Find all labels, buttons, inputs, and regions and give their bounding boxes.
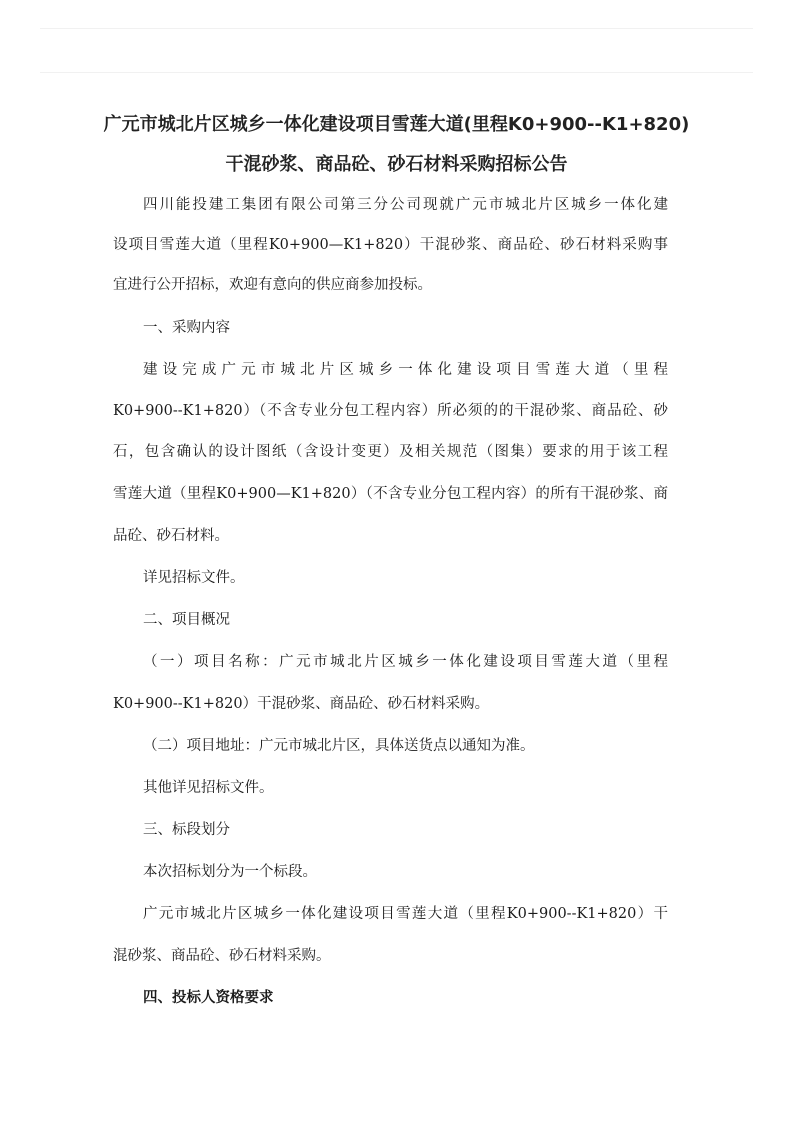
- section-2-heading: 二、项目概况: [143, 612, 230, 628]
- intro-line-3: 宜进行公开招标，欢迎有意向的供应商参加投标。: [113, 277, 432, 293]
- section-2-item-1-line-2: K0+900--K1+820）干混砂浆、商品砼、砂石材料采购。: [113, 696, 490, 712]
- section-3-line-3: 混砂浆、商品砼、砂石材料采购。: [113, 948, 331, 964]
- section-3-line-1: 本次招标划分为一个标段。: [143, 864, 317, 880]
- title-line-2: 干混砂浆、商品砼、砂石材料采购招标公告: [225, 154, 568, 175]
- section-1-line-4: 雪莲大道（里程K0+900—K1+820）（不含专业分包工程内容）的所有干混砂浆、商: [113, 486, 668, 502]
- section-1-heading: 一、采购内容: [143, 320, 230, 336]
- section-1-note: 详见招标文件。: [143, 570, 245, 586]
- scan-artifact-line: [40, 28, 753, 29]
- section-3-heading: 三、标段划分: [143, 822, 230, 838]
- section-2-item-2: （二）项目地址：广元市城北片区，具体送货点以通知为准。: [143, 738, 535, 754]
- section-2-note: 其他详见招标文件。: [143, 780, 274, 796]
- intro-line-1: 四川能投建工集团有限公司第三分公司现就广元市城北片区城乡一体化建: [143, 197, 668, 213]
- section-1-line-5: 品砼、砂石材料。: [113, 528, 229, 544]
- section-1-line-1: 建设完成广元市城北片区城乡一体化建设项目雪莲大道（里程: [143, 362, 668, 378]
- section-3-line-2: 广元市城北片区城乡一体化建设项目雪莲大道（里程K0+900--K1+820）干: [143, 906, 668, 922]
- scan-artifact-line: [40, 72, 753, 73]
- section-4-heading: 四、投标人资格要求: [143, 990, 274, 1006]
- section-1-line-3: 石，包含确认的设计图纸（含设计变更）及相关规范（图集）要求的用于该工程: [113, 444, 668, 460]
- title-line-1: 广元市城北片区城乡一体化建设项目雪莲大道(里程K0+900--K1+820): [103, 114, 690, 135]
- section-1-line-2: K0+900--K1+820）（不含专业分包工程内容）所必须的的干混砂浆、商品砼、砂: [113, 403, 668, 419]
- section-2-item-1-line-1: （一）项目名称：广元市城北片区城乡一体化建设项目雪莲大道（里程: [143, 654, 668, 670]
- intro-line-2: 设项目雪莲大道（里程K0+900—K1+820）干混砂浆、商品砼、砂石材料采购事: [113, 237, 668, 253]
